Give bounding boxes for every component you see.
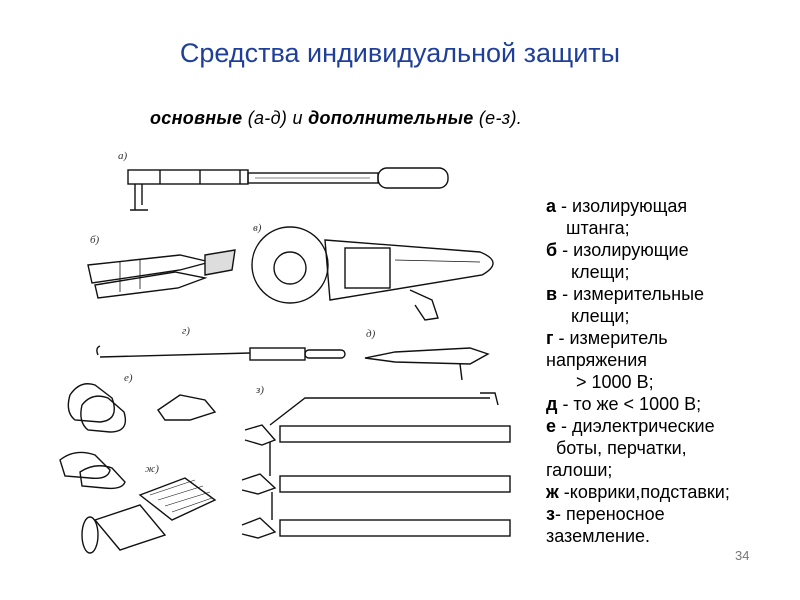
figure-label-z: з) <box>256 384 264 396</box>
legend-line <box>546 195 800 217</box>
legend-text: - измеритель <box>553 328 668 348</box>
legend-line <box>546 283 800 305</box>
figure-label-d: д) <box>366 328 376 340</box>
legend-list <box>546 195 800 547</box>
legend-line <box>546 327 800 349</box>
legend-line <box>546 481 800 503</box>
legend-line: боты, перчатки, <box>546 438 687 458</box>
legend-key: а <box>546 196 557 216</box>
subtitle-extra: дополнительные <box>308 108 474 128</box>
legend-text: - изолирующие <box>557 240 689 260</box>
legend-text: - то же < 1000 В; <box>557 394 702 414</box>
boots-gloves-drawing <box>60 384 215 489</box>
measuring-pliers-drawing <box>252 227 493 320</box>
legend-line: > 1000 В; <box>546 372 654 392</box>
legend-line: клещи; <box>546 306 630 326</box>
figure-label-a: а) <box>118 150 128 162</box>
legend-line <box>546 393 800 415</box>
subtitle-range-1: (а-д) и <box>242 108 309 128</box>
insulating-rod-drawing <box>128 168 448 210</box>
legend-key: в <box>546 284 558 304</box>
slide-title: Средства индивидуальной защиты <box>179 38 621 68</box>
legend-line: галоши; <box>546 460 613 480</box>
legend-key: д <box>546 394 558 414</box>
legend-key: ж <box>546 482 559 502</box>
low-voltage-indicator-drawing <box>365 348 488 380</box>
page-number: 34 <box>735 548 750 563</box>
subtitle-range-2: (е-з). <box>473 108 523 128</box>
legend-line: клещи; <box>546 262 630 282</box>
legend-line <box>546 239 800 261</box>
legend-key: б <box>546 240 558 260</box>
legend-key: з <box>546 504 555 524</box>
legend-text: - диэлектрические <box>556 416 715 436</box>
legend-line <box>546 503 800 525</box>
legend-key: г <box>546 328 554 348</box>
legend-text: - переносное <box>554 504 665 524</box>
figure-label-zh: ж) <box>145 463 159 475</box>
legend-line <box>546 415 800 437</box>
legend-line: штанга; <box>546 218 630 238</box>
figure-label-e: е) <box>124 372 133 384</box>
legend-text: - изолирующая <box>556 196 688 216</box>
portable-grounding-drawing <box>242 393 510 538</box>
insulating-pliers-drawing <box>88 250 235 298</box>
legend-line: напряжения <box>546 350 648 370</box>
subtitle-main: основные <box>150 108 243 128</box>
legend-text: -коврики,подставки; <box>558 482 730 502</box>
mats-stand-drawing <box>82 478 215 553</box>
legend-line: заземление. <box>546 526 651 546</box>
legend-text: - измерительные <box>557 284 705 304</box>
voltage-indicator-drawing <box>97 346 345 360</box>
figure-label-v: в) <box>253 222 262 234</box>
legend-key: е <box>546 416 557 436</box>
figure-label-g: г) <box>182 325 190 337</box>
figure-label-b: б) <box>90 234 100 246</box>
